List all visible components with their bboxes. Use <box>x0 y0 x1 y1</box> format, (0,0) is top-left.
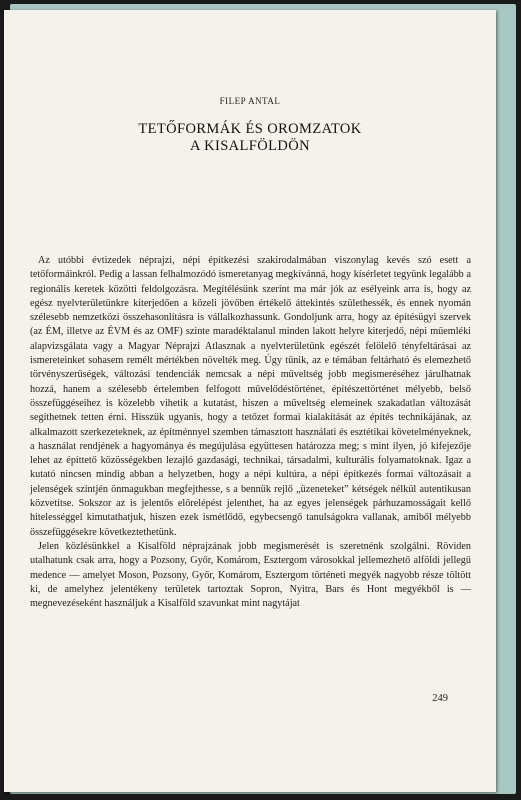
document-page <box>4 10 496 792</box>
article-body <box>30 254 471 611</box>
title-line-1: TETŐFORMÁK ÉS OROMZATOK <box>138 121 362 137</box>
article-title <box>4 121 496 155</box>
author-name: FILEP ANTAL <box>219 96 281 106</box>
title-line-2: A KISALFÖLDÖN <box>190 138 310 154</box>
page-number: 249 <box>432 693 448 704</box>
paragraph-2: Jelen közlésünkkel a Kisalföld néprajzának jobb megismerését is szeretnénk szolgálni. Röviden utalhatunk csak arra, hogy a Pozsony, Győr, Komárom, Esztergom városokkal jellemezhető alföldi jellegű medence — amelyet Moson, Pozsony, Győr, Komárom, Esztergom történeti megyék nagyobb része töltött ki, de amelyhez jelentékeny területek tartoztak Sopron, Nyitra, Bars és Hont megyékből is — megnevezéseként használjuk a Kisalföld szavunkat mint nagytájat <box>30 540 471 610</box>
paragraph-1: Az utóbbi évtizedek néprajzi, népi építkezési szakirodalmában viszonylag kevés szó esett a tetőformáinkról. Pedig a lassan felhalmozódó ismeretanyag megkívánná, hogy kísérletet tegyünk legalább a regionális keretek közötti feldolgozásra. Megítélésünk szerint ma már jók az esélyeink arra is, hogy az egész nyelvterületünkre kiterjedően a közeli jövőben értékelő áttekintés születhessék, és ennek nyomán szélesebb nemzetközi összehasonlításra is vállalkozhassunk. Gondoljunk arra, hogy az építésügyi szervek (az ÉM, illetve az ÉVM és az OMF) szinte maradéktalanul minden lakott helyre kiterjedő, népi műemléki alapvizsgálata vagy a Magyar Néprajzi Atlasznak a nyelvterületünk egészét felölelő tényfeltárásai az ismereteinket sohasem remélt mértékben növelték meg. Úgy tűnik, az e témában feltárható és elemezhető törvényszerűségek, változási tendenciák nemcsak a népi műveltség jobb megismeréséhez járulhatnak hozzá, hanem a szélesebb értelemben felfogott művelődéstörténet, építészettörténet mélyebb, belső összefüggéseihez is közelebb vihetik a kutatást, hiszen a műveltség elemeinek szakadatlan változását segíthetnek tetten érni. Hisszük ugyanis, hogy a tetőzet formai kialakítását az építés technikájának, az alkalmazott szerkezeteknek, az építménnyel szemben támasztott használati és esztétikai követelményeknek, a használat rendjének a hagyománya és megújulása együttesen határozza meg; s mint ilyen, jó kifejezője lehet az építtető közösségekben lezajló gazdasági, technikai, társadalmi, kulturális folyamatoknak. Igaz a kutató nincsen mindig abban a helyzetben, hogy a népi kultúra, a népi építkezés formai változásait a jelenségek szintjén önmagukban megfejthesse, s a bennük rejlő „üzeneteket” kétségek nélkül autentikusan közvetítse. Sokszor az is jelentős előrelépést jelenthet, ha az egyes jelenségek párhuzamosságait kellő hitelességgel kimutathatjuk, hiszen ezek ismétlődő, egybecsengő tanulságokra vallanak, amiből mélyebb összefüggésekre következtethetünk. <box>30 255 471 538</box>
